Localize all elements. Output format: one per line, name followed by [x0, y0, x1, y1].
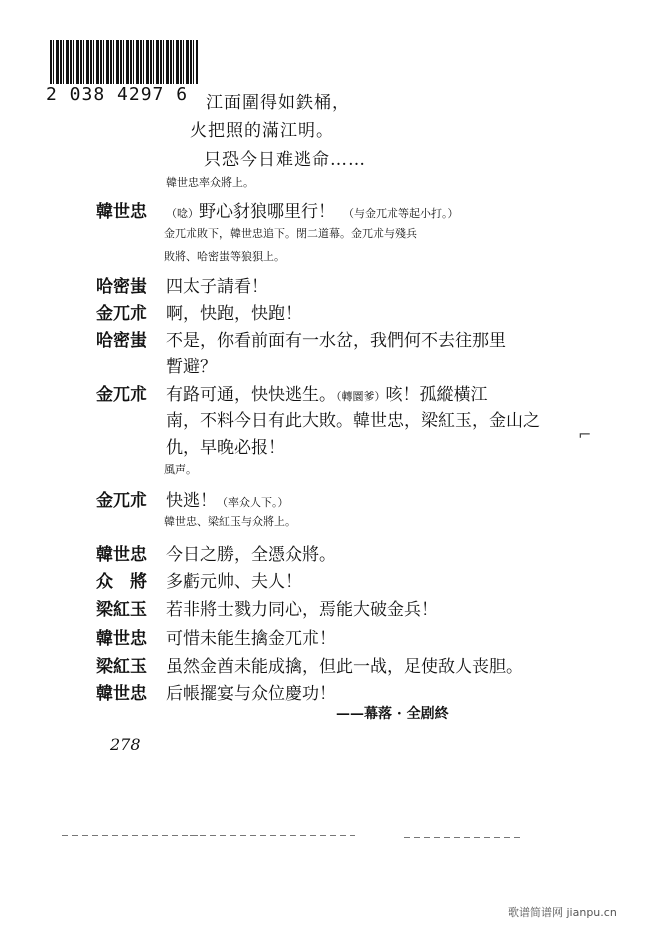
speaker-name: 哈密蚩 [96, 331, 147, 351]
speech-text: 有路可通，快快逃生。 [166, 385, 336, 405]
speech-text: 虽然金酋未能成擒，但此一战，足使敌人丧胆。 [166, 657, 523, 677]
speech-continuation: 暫避？ [166, 357, 217, 377]
aside-direction: （率众人下。） [217, 496, 289, 509]
speech-line [166, 380, 488, 405]
speech-text: 啊，快跑，快跑！ [166, 304, 302, 324]
speech-text: 后帳擺宴与众位慶功！ [166, 684, 336, 704]
speech-text: 快逃！ [166, 491, 217, 511]
stage-direction: 風声。 [164, 463, 197, 476]
speech-text: 多虧元帅、夫人！ [166, 572, 302, 592]
scan-artifact-line [62, 835, 202, 836]
barcode [50, 40, 198, 84]
stage-direction: 韓世忠、梁紅玉与众將上。 [164, 515, 296, 528]
speech-text: 野心豺狼哪里行！ [199, 202, 335, 222]
speaker-name: 金兀朮 [96, 385, 147, 405]
verse-line-3: 只恐今日难逃命…… [204, 150, 366, 170]
speaker-name: 梁紅玉 [96, 600, 147, 620]
speaker-name: 金兀朮 [96, 304, 147, 324]
speech-text: 可惜未能生擒金兀朮！ [166, 629, 336, 649]
speaker-name: 金兀朮 [96, 491, 147, 511]
speech-continuation: 南，不料今日有此大敗。韓世忠，梁紅玉，金山之 [166, 411, 540, 431]
aside-direction: （与金兀朮等起小打。） [343, 207, 459, 220]
speech-text: 不是，你看前面有一水岔，我們何不去往那里 [166, 331, 506, 351]
speaker-name: 韓世忠 [96, 629, 147, 649]
stage-direction: 韓世忠率众將上。 [166, 176, 254, 189]
stage-direction: 敗將、哈密蚩等狼狽上。 [164, 250, 285, 263]
speaker-name: 韓世忠 [96, 684, 147, 704]
speech-line [166, 197, 459, 222]
aside-direction: （唸） [166, 207, 199, 220]
verse-line-1: 江面圍得如鉄桶， [206, 93, 350, 113]
speaker-name: 梁紅玉 [96, 657, 147, 677]
speech-text: 咳！孤縱橫江 [385, 385, 488, 405]
speech-text: 四太子請看！ [166, 277, 268, 297]
speaker-name: 哈密蚩 [96, 277, 147, 297]
verse-line-2: 火把照的滿江明。 [190, 121, 334, 141]
speaker-name: 众 將 [96, 572, 147, 592]
speech-continuation: 仇，早晚必报！ [166, 438, 285, 458]
margin-mark: ⌐ [578, 425, 592, 444]
curtain-fall-note: ——幕落 · 全剧終 [336, 706, 449, 722]
speaker-name: 韓世忠 [96, 545, 147, 565]
page-number: 278 [110, 735, 141, 754]
scan-artifact-line [404, 837, 524, 838]
speech-text: 若非將士戮力同心，焉能大破金兵！ [166, 600, 438, 620]
watermark: 歌谱简谱网 jianpu.cn [508, 906, 617, 919]
stage-direction: 金兀朮敗下，韓世忠追下。閉二道幕。金兀朮与殘兵 [164, 227, 417, 240]
speech-line [166, 486, 289, 511]
aside-direction: （轉圜爹） [336, 390, 386, 403]
speaker-name: 韓世忠 [96, 202, 147, 222]
speech-text: 今日之勝，全憑众將。 [166, 545, 336, 565]
scan-artifact-line [190, 835, 355, 836]
barcode-number: 2 038 4297 6 [46, 84, 189, 105]
